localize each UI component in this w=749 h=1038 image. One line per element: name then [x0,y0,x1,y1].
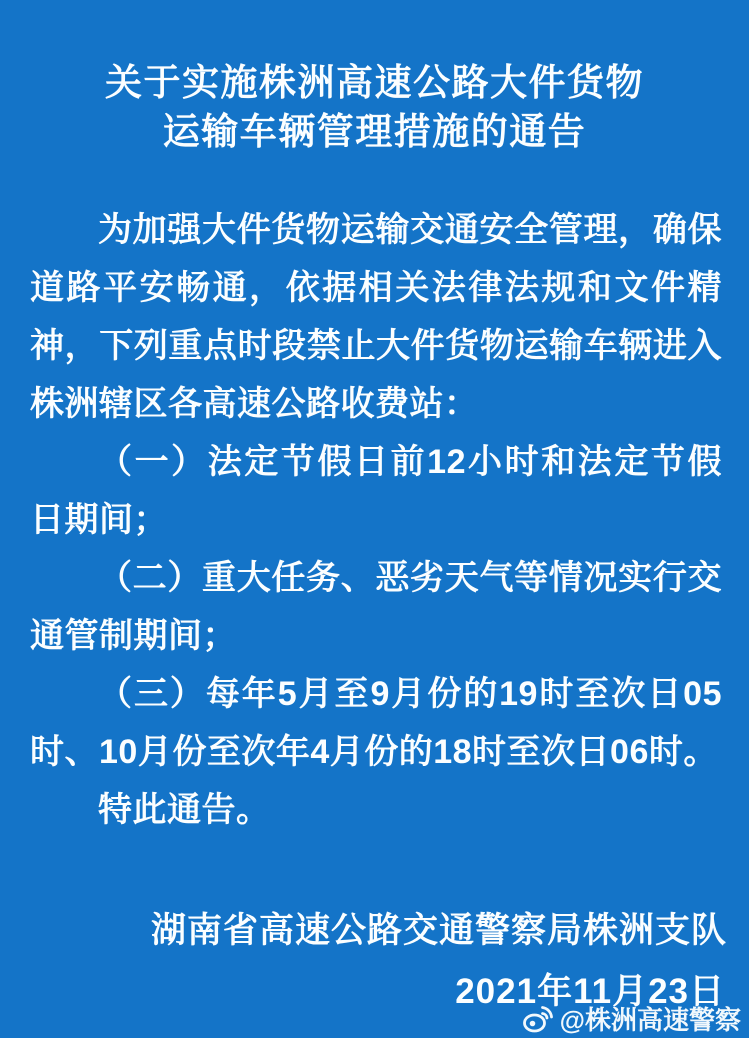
notice-body [30,201,722,839]
notice-paragraph-intro: 为加强大件货物运输交通安全管理，确保道路平安畅通，依据相关法律法规和文件精神，下列重点时段禁止大件货物运输车辆进入株洲辖区各高速公路收费站： [30,211,722,423]
issue-date: 2021年11月23日 [455,972,725,1011]
notice-title [0,58,749,156]
notice-paragraph-item3: （三）每年5月至9月份的19时至次日05时、10月份至次年4月份的18时至次日06时。 [30,675,722,771]
weibo-icon [522,1004,555,1033]
notice-title-line1: 关于实施株洲高速公路大件货物 [105,62,644,103]
notice-title-line2: 运输车辆管理措施的通告 [162,111,587,152]
notice-paragraph-item1: （一）法定节假日前12小时和法定节假日期间； [30,443,722,539]
notice-paragraph-closing: 特此通告。 [98,791,271,829]
weibo-watermark [522,1000,741,1037]
notice-paragraph-item2: （二）重大任务、恶劣天气等情况实行交通管制期间； [30,559,722,655]
weibo-handle: @株洲高速警察 [559,1005,741,1035]
issuer-signature: 湖南省高速公路交通警察局株洲支队 [150,911,727,950]
